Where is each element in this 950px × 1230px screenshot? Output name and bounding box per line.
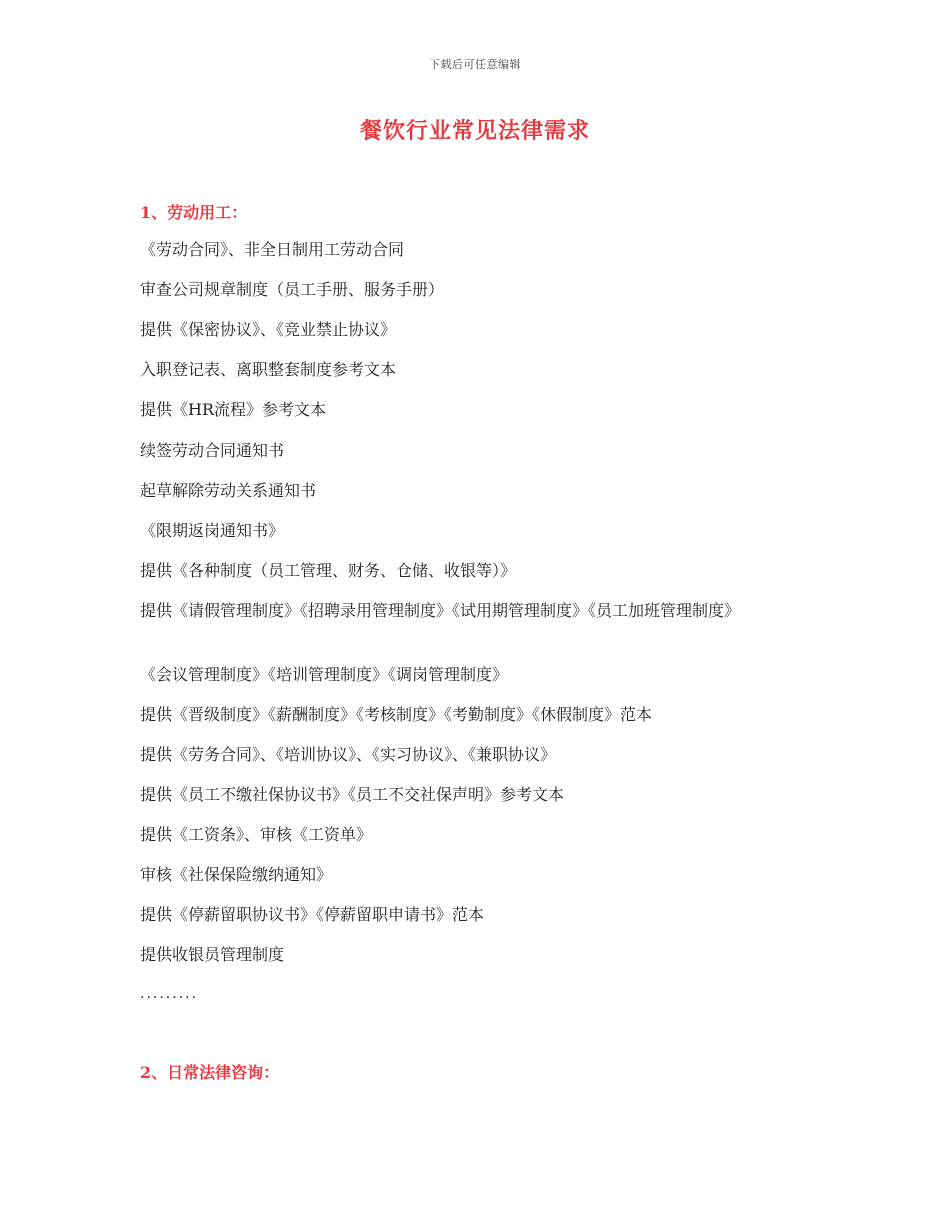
- list-item: 提供《停薪留职协议书》《停薪留职申请书》范本: [140, 905, 485, 924]
- list-item: 提供《劳务合同》、《培训协议》、《实习协议》、《兼职协议》: [140, 745, 557, 764]
- list-item: 提供《工资条》、审核《工资单》: [140, 825, 373, 844]
- list-item: 提供《各种制度（员工管理、财务、仓储、收银等）》: [140, 561, 517, 580]
- list-item: 提供《保密协议》、《竞业禁止协议》: [140, 320, 397, 339]
- list-item: 提供《员工不缴社保协议书》《员工不交社保声明》参考文本: [140, 785, 565, 804]
- ellipsis: .........: [140, 986, 199, 1002]
- list-item: 《会议管理制度》《培训管理制度》《调岗管理制度》: [140, 665, 509, 684]
- list-item: 《限期返岗通知书》: [140, 521, 285, 540]
- list-item: 《劳动合同》、非全日制用工劳动合同: [140, 240, 405, 259]
- section-heading-consulting: 2、日常法律咨询：: [140, 1063, 280, 1082]
- list-item: 提供《HR流程》参考文本: [140, 400, 327, 419]
- page-title: 餐饮行业常见法律需求: [359, 118, 590, 144]
- header-note: 下载后可任意编辑: [429, 58, 521, 71]
- list-item: 提供收银员管理制度: [140, 945, 285, 964]
- list-item: 提供《晋级制度》《薪酬制度》《考核制度》《考勤制度》《休假制度》范本: [140, 705, 653, 724]
- list-item: 审核《社保保险缴纳通知》: [140, 865, 333, 884]
- list-item: 入职登记表、离职整套制度参考文本: [140, 360, 397, 379]
- list-item: 续签劳动合同通知书: [140, 441, 285, 460]
- list-item: 审查公司规章制度（员工手册、服务手册）: [140, 280, 445, 299]
- list-item: 提供《请假管理制度》《招聘录用管理制度》《试用期管理制度》《员工加班管理制度》: [140, 601, 741, 620]
- list-item: 起草解除劳动关系通知书: [140, 481, 317, 500]
- section-heading-labor: 1、劳动用工：: [140, 203, 248, 222]
